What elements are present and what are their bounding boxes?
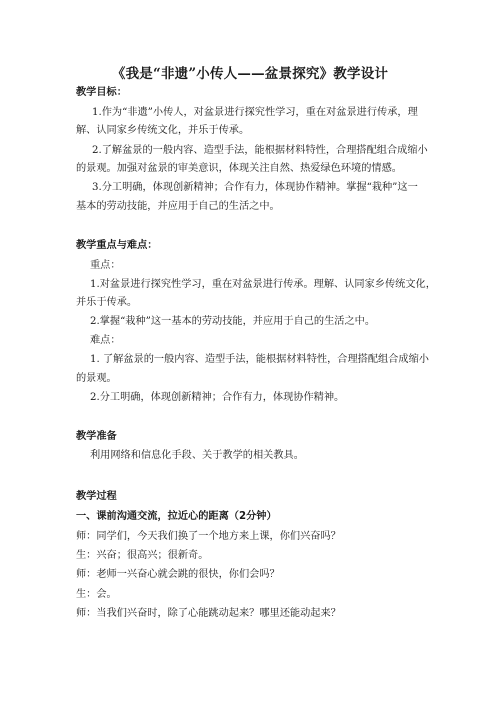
paragraph-line: 2.了解盆景的一般内容、造型手法，能根据材料特性，合理搭配组合成缩小	[92, 145, 428, 156]
dialogue-line: 师：老师一兴奋心就会跳的很快，你们会吗？	[76, 569, 280, 580]
paragraph-line: 利用网络和信息化手段、关于教学的相关教具。	[90, 450, 304, 461]
step-heading: 一、课前沟通交流，拉近心的距离（2分钟）	[76, 511, 277, 522]
section-heading-key-points: 教学重点与难点：	[76, 240, 158, 251]
subheading-key: 重点：	[90, 260, 121, 271]
paragraph-line: 2.分工明确，体现创新精神；合作有力，体现协作精神。	[90, 392, 345, 403]
section-heading-process: 教学过程	[76, 491, 117, 502]
paragraph-line: 2.掌握“栽种”这一基本的劳动技能，并应用于自己的生活之中。	[90, 316, 376, 327]
dialogue-line: 师：当我们兴奋时，除了心能跳动起来？哪里还能动起来？	[76, 608, 341, 619]
subheading-difficult: 难点：	[90, 335, 121, 346]
section-heading-objectives: 教学目标：	[76, 87, 127, 98]
paragraph-line: 3.分工明确，体现创新精神；合作有力，体现协作精神。掌握“栽种”这一	[92, 182, 418, 193]
dialogue-line: 生：会。	[76, 589, 117, 600]
paragraph-line: 基本的劳动技能，并应用于自己的生活之中。	[76, 201, 280, 212]
section-heading-preparation: 教学准备	[76, 431, 117, 442]
paragraph-line: 的景观。	[76, 373, 117, 384]
paragraph-line: 解、认同家乡传统文化，并乐于传承。	[76, 125, 250, 136]
paragraph-line: 的景观。加强对盆景的审美意识，体现关注自然、热爱绿色环境的情感。	[76, 163, 402, 174]
paragraph-line: 并乐于传承。	[76, 297, 138, 308]
paragraph-line: 1.对盆景进行探究性学习，重在对盆景进行传承。理解、认同家乡传统文化，	[90, 279, 436, 290]
paragraph-line: 1. 了解盆景的一般内容、造型手法，能根据材料特性，合理搭配组合成缩小	[90, 354, 429, 365]
dialogue-line: 师：同学们，今天我们换了一个地方来上课，你们兴奋吗？	[76, 531, 341, 542]
document-title: 《我是“非遗”小传人——盆景探究》教学设计	[111, 66, 389, 82]
paragraph-line: 1.作为“非遗”小传人，对盆景进行探究性学习，重在对盆景进行传承，理	[92, 107, 418, 118]
dialogue-line: 生：兴奋；很高兴；很新奇。	[76, 550, 209, 561]
